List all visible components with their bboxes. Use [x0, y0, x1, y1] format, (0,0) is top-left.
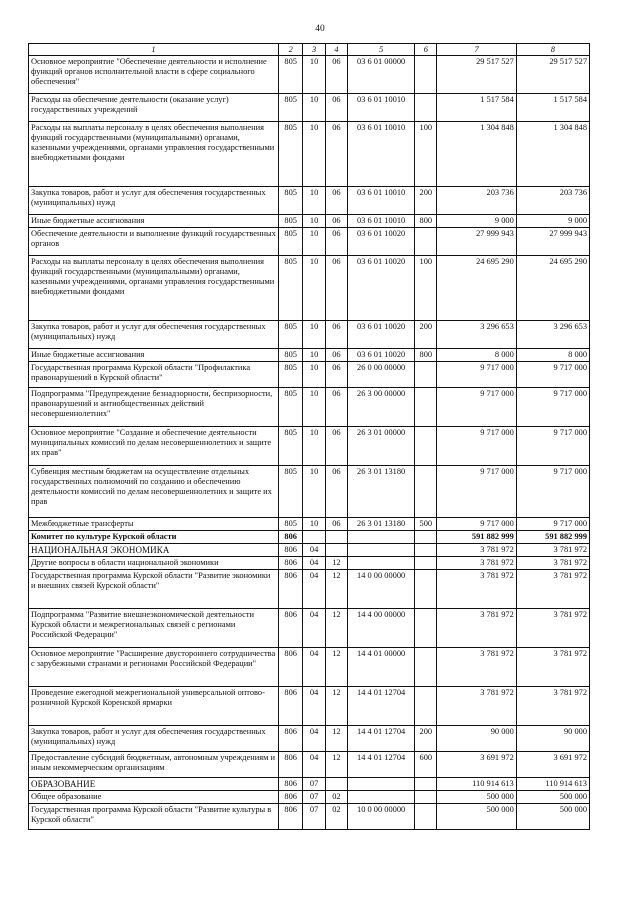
table-row [29, 544, 590, 557]
section-code: 04 [303, 648, 325, 687]
amount-col7: 24 695 290 [437, 256, 516, 321]
target-article-code [348, 544, 415, 557]
table-row [29, 531, 590, 544]
target-article-code: 03 6 01 10020 [348, 349, 415, 362]
column-header: 2 [279, 44, 303, 56]
admin-code: 806 [279, 544, 303, 557]
amount-col8: 24 695 290 [516, 256, 589, 321]
table-row [29, 256, 590, 321]
expense-type-code [415, 687, 437, 726]
column-header: 8 [516, 44, 589, 56]
amount-col8: 9 717 000 [516, 388, 589, 427]
table-row [29, 122, 590, 187]
admin-code: 805 [279, 388, 303, 427]
expense-type-code [415, 648, 437, 687]
target-article-code: 26 3 00 00000 [348, 388, 415, 427]
amount-col8: 3 691 972 [516, 752, 589, 778]
target-article-code: 03 6 01 10010 [348, 215, 415, 228]
row-name: Субвенция местным бюджетам на осуществление отдельных государственных полномочий по созданию и обеспечению деятельности комиссий по делам несовершеннолетних и защите их прав [29, 466, 279, 518]
row-name: Предоставление субсидий бюджетным, автономным учреждениям и иным некоммерческим организациям [29, 752, 279, 778]
admin-code: 805 [279, 427, 303, 466]
admin-code: 805 [279, 518, 303, 531]
subsection-code: 06 [325, 94, 347, 122]
table-row [29, 778, 590, 791]
admin-code: 806 [279, 804, 303, 830]
subsection-code: 12 [325, 726, 347, 752]
amount-col8: 3 781 972 [516, 544, 589, 557]
row-name: Комитет по культуре Курской области [29, 531, 279, 544]
subsection-code: 02 [325, 791, 347, 804]
amount-col8: 500 000 [516, 804, 589, 830]
expense-type-code: 100 [415, 122, 437, 187]
amount-col8: 29 517 527 [516, 56, 589, 94]
subsection-code: 06 [325, 388, 347, 427]
amount-col8: 9 717 000 [516, 427, 589, 466]
section-code: 04 [303, 570, 325, 609]
target-article-code: 03 6 01 10020 [348, 228, 415, 256]
subsection-code: 06 [325, 215, 347, 228]
table-row [29, 388, 590, 427]
amount-col7: 3 296 653 [437, 321, 516, 349]
table-row [29, 570, 590, 609]
expense-type-code [415, 531, 437, 544]
expense-type-code [415, 570, 437, 609]
row-name: Основное мероприятие "Расширение двустороннего сотрудничества с зарубежными странами и регионами Российской Федерации" [29, 648, 279, 687]
admin-code: 805 [279, 94, 303, 122]
column-header: 1 [29, 44, 279, 56]
amount-col7: 9 717 000 [437, 388, 516, 427]
amount-col7: 8 000 [437, 349, 516, 362]
amount-col7: 110 914 613 [437, 778, 516, 791]
amount-col8: 3 781 972 [516, 648, 589, 687]
row-name: Закупка товаров, работ и услуг для обеспечения государственных (муниципальных) нужд [29, 321, 279, 349]
amount-col7: 9 000 [437, 215, 516, 228]
amount-col7: 1 517 584 [437, 94, 516, 122]
target-article-code [348, 791, 415, 804]
amount-col8: 3 781 972 [516, 609, 589, 648]
subsection-code: 12 [325, 570, 347, 609]
amount-col8: 3 781 972 [516, 687, 589, 726]
amount-col8: 500 000 [516, 791, 589, 804]
amount-col8: 8 000 [516, 349, 589, 362]
amount-col7: 9 717 000 [437, 518, 516, 531]
table-row [29, 791, 590, 804]
section-code: 10 [303, 518, 325, 531]
amount-col8: 1 304 848 [516, 122, 589, 187]
target-article-code: 03 6 01 10010 [348, 187, 415, 215]
row-name: Проведение ежегодной межрегиональной универсальной оптово-розничной Курской Коренской ярмарки [29, 687, 279, 726]
subsection-code: 12 [325, 687, 347, 726]
column-number-row [29, 44, 590, 56]
amount-col8: 90 000 [516, 726, 589, 752]
row-name: Обеспечение деятельности и выполнение функций государственных органов [29, 228, 279, 256]
amount-col7: 27 999 943 [437, 228, 516, 256]
row-name: Общее образование [29, 791, 279, 804]
target-article-code: 14 4 01 12704 [348, 752, 415, 778]
section-code: 04 [303, 752, 325, 778]
amount-col8: 3 296 653 [516, 321, 589, 349]
table-row [29, 56, 590, 94]
subsection-code: 06 [325, 518, 347, 531]
target-article-code: 03 6 01 00000 [348, 56, 415, 94]
expense-type-code [415, 791, 437, 804]
admin-code: 806 [279, 609, 303, 648]
row-name: Государственная программа Курской области "Развитие культуры в Курской области" [29, 804, 279, 830]
subsection-code: 02 [325, 804, 347, 830]
expense-type-code [415, 388, 437, 427]
admin-code: 805 [279, 187, 303, 215]
section-code: 07 [303, 791, 325, 804]
amount-col8: 110 914 613 [516, 778, 589, 791]
target-article-code: 26 3 01 13180 [348, 466, 415, 518]
admin-code: 805 [279, 122, 303, 187]
amount-col7: 90 000 [437, 726, 516, 752]
amount-col8: 9 717 000 [516, 466, 589, 518]
amount-col7: 29 517 527 [437, 56, 516, 94]
amount-col7: 9 717 000 [437, 466, 516, 518]
page-number: 40 [315, 24, 325, 34]
section-code: 10 [303, 256, 325, 321]
row-name: Подпрограмма "Предупреждение безнадзорности, беспризорности, правонарушений и антиобщественных действий несовершеннолетних" [29, 388, 279, 427]
amount-col8: 3 781 972 [516, 570, 589, 609]
column-header: 4 [325, 44, 347, 56]
section-code: 10 [303, 228, 325, 256]
row-name: Основное мероприятие "Обеспечение деятельности и исполнение функций органов исполнительной власти в сфере социального обеспечения" [29, 56, 279, 94]
subsection-code [325, 778, 347, 791]
subsection-code: 06 [325, 349, 347, 362]
admin-code: 805 [279, 56, 303, 94]
subsection-code: 06 [325, 362, 347, 388]
expense-type-code [415, 427, 437, 466]
amount-col8: 1 517 584 [516, 94, 589, 122]
expense-type-code: 800 [415, 349, 437, 362]
target-article-code [348, 531, 415, 544]
admin-code: 805 [279, 349, 303, 362]
subsection-code: 06 [325, 466, 347, 518]
expense-type-code [415, 56, 437, 94]
admin-code: 806 [279, 778, 303, 791]
subsection-code: 12 [325, 557, 347, 570]
expense-type-code: 600 [415, 752, 437, 778]
admin-code: 806 [279, 726, 303, 752]
section-code: 10 [303, 56, 325, 94]
section-code: 07 [303, 804, 325, 830]
table-row [29, 228, 590, 256]
section-code: 07 [303, 778, 325, 791]
admin-code: 806 [279, 557, 303, 570]
amount-col8: 3 781 972 [516, 557, 589, 570]
amount-col7: 3 781 972 [437, 609, 516, 648]
table-row [29, 321, 590, 349]
row-name: Закупка товаров, работ и услуг для обеспечения государственных (муниципальных) нужд [29, 187, 279, 215]
row-name: Государственная программа Курской области "Развитие экономики и внешних связей Курской области" [29, 570, 279, 609]
expense-type-code [415, 804, 437, 830]
section-code: 10 [303, 349, 325, 362]
row-name: Иные бюджетные ассигнования [29, 215, 279, 228]
section-code: 04 [303, 544, 325, 557]
expense-type-code [415, 228, 437, 256]
admin-code: 806 [279, 570, 303, 609]
subsection-code: 06 [325, 228, 347, 256]
amount-col7: 500 000 [437, 791, 516, 804]
table-row [29, 726, 590, 752]
amount-col7: 3 781 972 [437, 648, 516, 687]
expense-type-code: 200 [415, 321, 437, 349]
subsection-code: 06 [325, 256, 347, 321]
row-name: Закупка товаров, работ и услуг для обеспечения государственных (муниципальных) нужд [29, 726, 279, 752]
target-article-code: 14 4 01 12704 [348, 687, 415, 726]
section-code: 10 [303, 427, 325, 466]
target-article-code [348, 778, 415, 791]
row-name: Расходы на обеспечение деятельности (оказание услуг) государственных учреждений [29, 94, 279, 122]
amount-col7: 9 717 000 [437, 362, 516, 388]
target-article-code: 14 4 00 00000 [348, 609, 415, 648]
column-header: 3 [303, 44, 325, 56]
expense-type-code [415, 778, 437, 791]
expense-type-code [415, 94, 437, 122]
row-name: Основное мероприятие "Создание и обеспечение деятельности муниципальных комиссий по делам несовершеннолетних и защите их прав" [29, 427, 279, 466]
section-code: 04 [303, 726, 325, 752]
table-row [29, 687, 590, 726]
subsection-code: 06 [325, 321, 347, 349]
subsection-code: 06 [325, 122, 347, 187]
admin-code: 805 [279, 466, 303, 518]
amount-col7: 1 304 848 [437, 122, 516, 187]
expense-type-code [415, 557, 437, 570]
target-article-code: 10 0 00 00000 [348, 804, 415, 830]
column-header: 6 [415, 44, 437, 56]
target-article-code: 03 6 01 10010 [348, 94, 415, 122]
section-code: 10 [303, 321, 325, 349]
admin-code: 805 [279, 256, 303, 321]
section-code: 04 [303, 609, 325, 648]
expense-type-code: 100 [415, 256, 437, 321]
section-code [303, 531, 325, 544]
amount-col7: 500 000 [437, 804, 516, 830]
target-article-code: 03 6 01 10020 [348, 321, 415, 349]
expense-type-code [415, 466, 437, 518]
admin-code: 805 [279, 321, 303, 349]
section-code: 10 [303, 362, 325, 388]
table-row [29, 362, 590, 388]
expense-type-code: 800 [415, 215, 437, 228]
admin-code: 806 [279, 752, 303, 778]
admin-code: 806 [279, 531, 303, 544]
admin-code: 805 [279, 215, 303, 228]
table-row [29, 349, 590, 362]
subsection-code: 12 [325, 648, 347, 687]
expense-type-code [415, 362, 437, 388]
table-row [29, 648, 590, 687]
table-row [29, 609, 590, 648]
column-header: 5 [348, 44, 415, 56]
amount-col8: 9 000 [516, 215, 589, 228]
expense-type-code: 200 [415, 726, 437, 752]
row-name: Государственная программа Курской области "Профилактика правонарушений в Курской области" [29, 362, 279, 388]
amount-col7: 591 882 999 [437, 531, 516, 544]
target-article-code: 26 0 00 00000 [348, 362, 415, 388]
row-name: ОБРАЗОВАНИЕ [29, 778, 279, 791]
row-name: Расходы на выплаты персоналу в целях обеспечения выполнения функций государственными (муниципальными) органами, казенными учреждениями, органами управления государственными внебюджетными фондами [29, 256, 279, 321]
table-row [29, 215, 590, 228]
subsection-code: 12 [325, 609, 347, 648]
budget-table [28, 43, 590, 830]
amount-col8: 203 736 [516, 187, 589, 215]
expense-type-code: 200 [415, 187, 437, 215]
amount-col8: 591 882 999 [516, 531, 589, 544]
admin-code: 806 [279, 648, 303, 687]
section-code: 10 [303, 466, 325, 518]
row-name: НАЦИОНАЛЬНАЯ ЭКОНОМИКА [29, 544, 279, 557]
expense-type-code [415, 544, 437, 557]
amount-col7: 3 781 972 [437, 557, 516, 570]
target-article-code [348, 557, 415, 570]
table-row [29, 94, 590, 122]
subsection-code: 06 [325, 427, 347, 466]
admin-code: 805 [279, 362, 303, 388]
subsection-code: 12 [325, 752, 347, 778]
amount-col7: 9 717 000 [437, 427, 516, 466]
admin-code: 806 [279, 791, 303, 804]
row-name: Подпрограмма "Развитие внешнеэкономической деятельности Курской области и межрегиональных связей с регионами Российской Федерации" [29, 609, 279, 648]
admin-code: 805 [279, 228, 303, 256]
expense-type-code [415, 609, 437, 648]
section-code: 10 [303, 388, 325, 427]
expense-type-code: 500 [415, 518, 437, 531]
amount-col7: 203 736 [437, 187, 516, 215]
amount-col8: 9 717 000 [516, 518, 589, 531]
section-code: 10 [303, 215, 325, 228]
amount-col7: 3 781 972 [437, 570, 516, 609]
table-row [29, 804, 590, 830]
target-article-code: 14 4 01 12704 [348, 726, 415, 752]
section-code: 10 [303, 187, 325, 215]
table-row [29, 518, 590, 531]
subsection-code: 06 [325, 56, 347, 94]
column-header: 7 [437, 44, 516, 56]
amount-col7: 3 781 972 [437, 544, 516, 557]
section-code: 04 [303, 687, 325, 726]
target-article-code: 14 0 00 00000 [348, 570, 415, 609]
table-row [29, 752, 590, 778]
target-article-code: 26 3 01 13180 [348, 518, 415, 531]
admin-code: 806 [279, 687, 303, 726]
row-name: Другие вопросы в области национальной экономики [29, 557, 279, 570]
subsection-code [325, 531, 347, 544]
amount-col7: 3 691 972 [437, 752, 516, 778]
table-row [29, 466, 590, 518]
target-article-code: 14 4 01 00000 [348, 648, 415, 687]
target-article-code: 03 6 01 10010 [348, 122, 415, 187]
section-code: 10 [303, 94, 325, 122]
row-name: Расходы на выплаты персоналу в целях обеспечения выполнения функций государственными (муниципальными) органами, казенными учреждениями, органами управления государственными внебюджетными фондами [29, 122, 279, 187]
row-name: Иные бюджетные ассигнования [29, 349, 279, 362]
amount-col8: 9 717 000 [516, 362, 589, 388]
table-row [29, 187, 590, 215]
section-code: 10 [303, 122, 325, 187]
table-row [29, 557, 590, 570]
target-article-code: 03 6 01 10020 [348, 256, 415, 321]
amount-col7: 3 781 972 [437, 687, 516, 726]
target-article-code: 26 3 01 00000 [348, 427, 415, 466]
subsection-code: 06 [325, 187, 347, 215]
amount-col8: 27 999 943 [516, 228, 589, 256]
subsection-code [325, 544, 347, 557]
row-name: Межбюджетные трансферты [29, 518, 279, 531]
section-code: 04 [303, 557, 325, 570]
table-row [29, 427, 590, 466]
